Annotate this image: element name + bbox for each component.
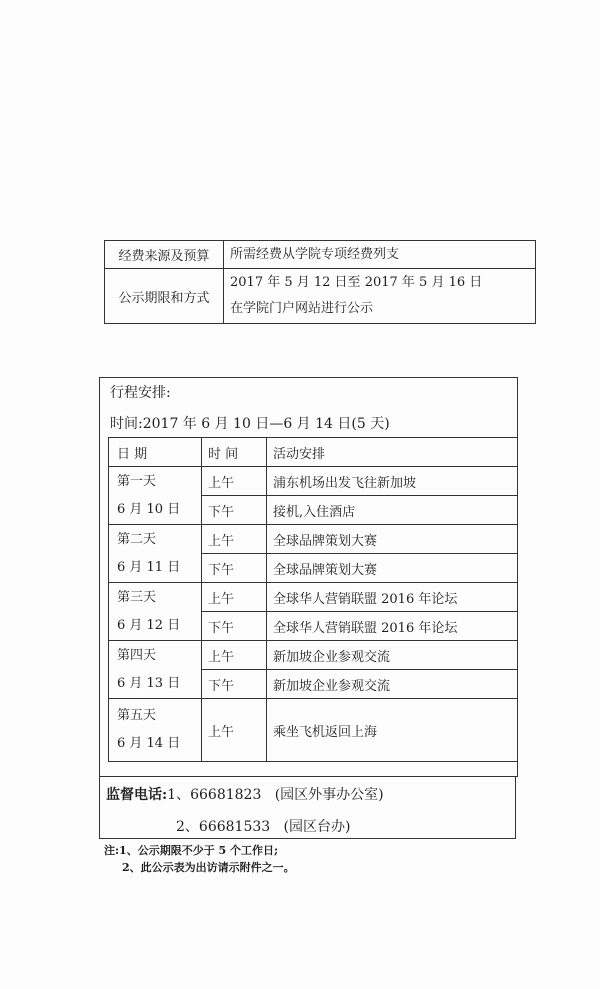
phone-office: (园区台办): [283, 819, 351, 835]
slot-activity: 浦东机场出发飞往新加坡: [267, 467, 518, 496]
slot-activity: 新加坡企业参观交流: [267, 670, 518, 699]
table-row: [109, 641, 518, 670]
publicity-label: 公示期限和方式: [105, 269, 224, 324]
phone-office: (园区外事办公室): [274, 787, 384, 803]
day-date: 6 月 10 日: [117, 501, 181, 517]
day-cell: [109, 583, 202, 641]
publicity-method: 在学院门户网站进行公示: [230, 301, 374, 316]
day-cell: [109, 525, 202, 583]
publicity-row: [105, 269, 536, 324]
day-label: 第五天: [117, 708, 157, 723]
schedule-table: [108, 437, 518, 762]
phone-index: 1、: [167, 787, 191, 803]
slot-time: 上午: [202, 583, 267, 612]
slot-time: 上午: [202, 641, 267, 670]
day-date: 6 月 12 日: [117, 617, 181, 633]
table-row: [109, 583, 518, 612]
funding-value-line: 所需经费从学院专项经费列支: [230, 246, 400, 262]
day-cell: [109, 641, 202, 699]
slot-activity: 接机,入住酒店: [267, 496, 518, 525]
phone-number: 66681823: [190, 787, 262, 803]
day-label: 第四天: [117, 647, 157, 663]
supervision-section: [99, 776, 516, 839]
day-date: 6 月 13 日: [117, 675, 181, 691]
slot-activity: 全球华人营销联盟 2016 年论坛: [267, 612, 518, 641]
schedule-time-range: 时间:2017 年 6 月 10 日—6 月 14 日(5 天): [110, 416, 390, 432]
day-date: 6 月 14 日: [117, 736, 181, 751]
slot-activity: 新加坡企业参观交流: [267, 641, 518, 670]
schedule-section: [99, 377, 518, 777]
slot-time: 下午: [202, 612, 267, 641]
slot-activity: 全球品牌策划大赛: [267, 525, 518, 554]
footnote-2: 2、此公示表为出访请示附件之一。: [122, 861, 295, 874]
supervision-line-1: [106, 784, 384, 804]
header-date: 日 期: [109, 438, 202, 467]
phone-index: 2、: [176, 819, 199, 835]
phone-number: 66681533: [198, 819, 271, 835]
supervision-label: 监督电话:: [106, 787, 168, 803]
day-label: 第一天: [117, 473, 157, 489]
day-cell: [109, 699, 202, 762]
slot-activity: 乘坐飞机返回上海: [267, 699, 518, 762]
slot-time: 上午: [202, 467, 267, 496]
day-label: 第二天: [117, 531, 157, 547]
publicity-value: [224, 269, 536, 324]
funding-row: [105, 241, 536, 269]
day-cell: [109, 467, 202, 525]
slot-activity: 全球华人营销联盟 2016 年论坛: [267, 583, 518, 612]
schedule-header-row: [109, 438, 518, 467]
day-date: 6 月 11 日: [117, 559, 181, 575]
funding-publicity-table: [104, 240, 536, 324]
table-row: [109, 525, 518, 554]
footnotes: [104, 842, 295, 876]
table-row: [109, 467, 518, 496]
slot-time: 上午: [202, 525, 267, 554]
slot-time: 下午: [202, 670, 267, 699]
slot-time: 下午: [202, 554, 267, 583]
header-activity: 活动安排: [267, 438, 518, 467]
slot-activity: 全球品牌策划大赛: [267, 554, 518, 583]
publicity-period: 2017 年 5 月 12 日至 2017 年 5 月 16 日: [230, 275, 483, 290]
footnote-1: 注:1、公示期限不少于 5 个工作日;: [104, 844, 279, 857]
schedule-title: 行程安排:: [110, 385, 171, 401]
day-label: 第三天: [117, 589, 157, 605]
funding-value: [224, 241, 536, 269]
header-time: 时 间: [202, 438, 267, 467]
slot-time: 上午: [202, 699, 267, 762]
supervision-line-2: [176, 816, 350, 836]
funding-label: 经费来源及预算: [105, 241, 224, 269]
slot-time: 下午: [202, 496, 267, 525]
table-row: [109, 699, 518, 762]
